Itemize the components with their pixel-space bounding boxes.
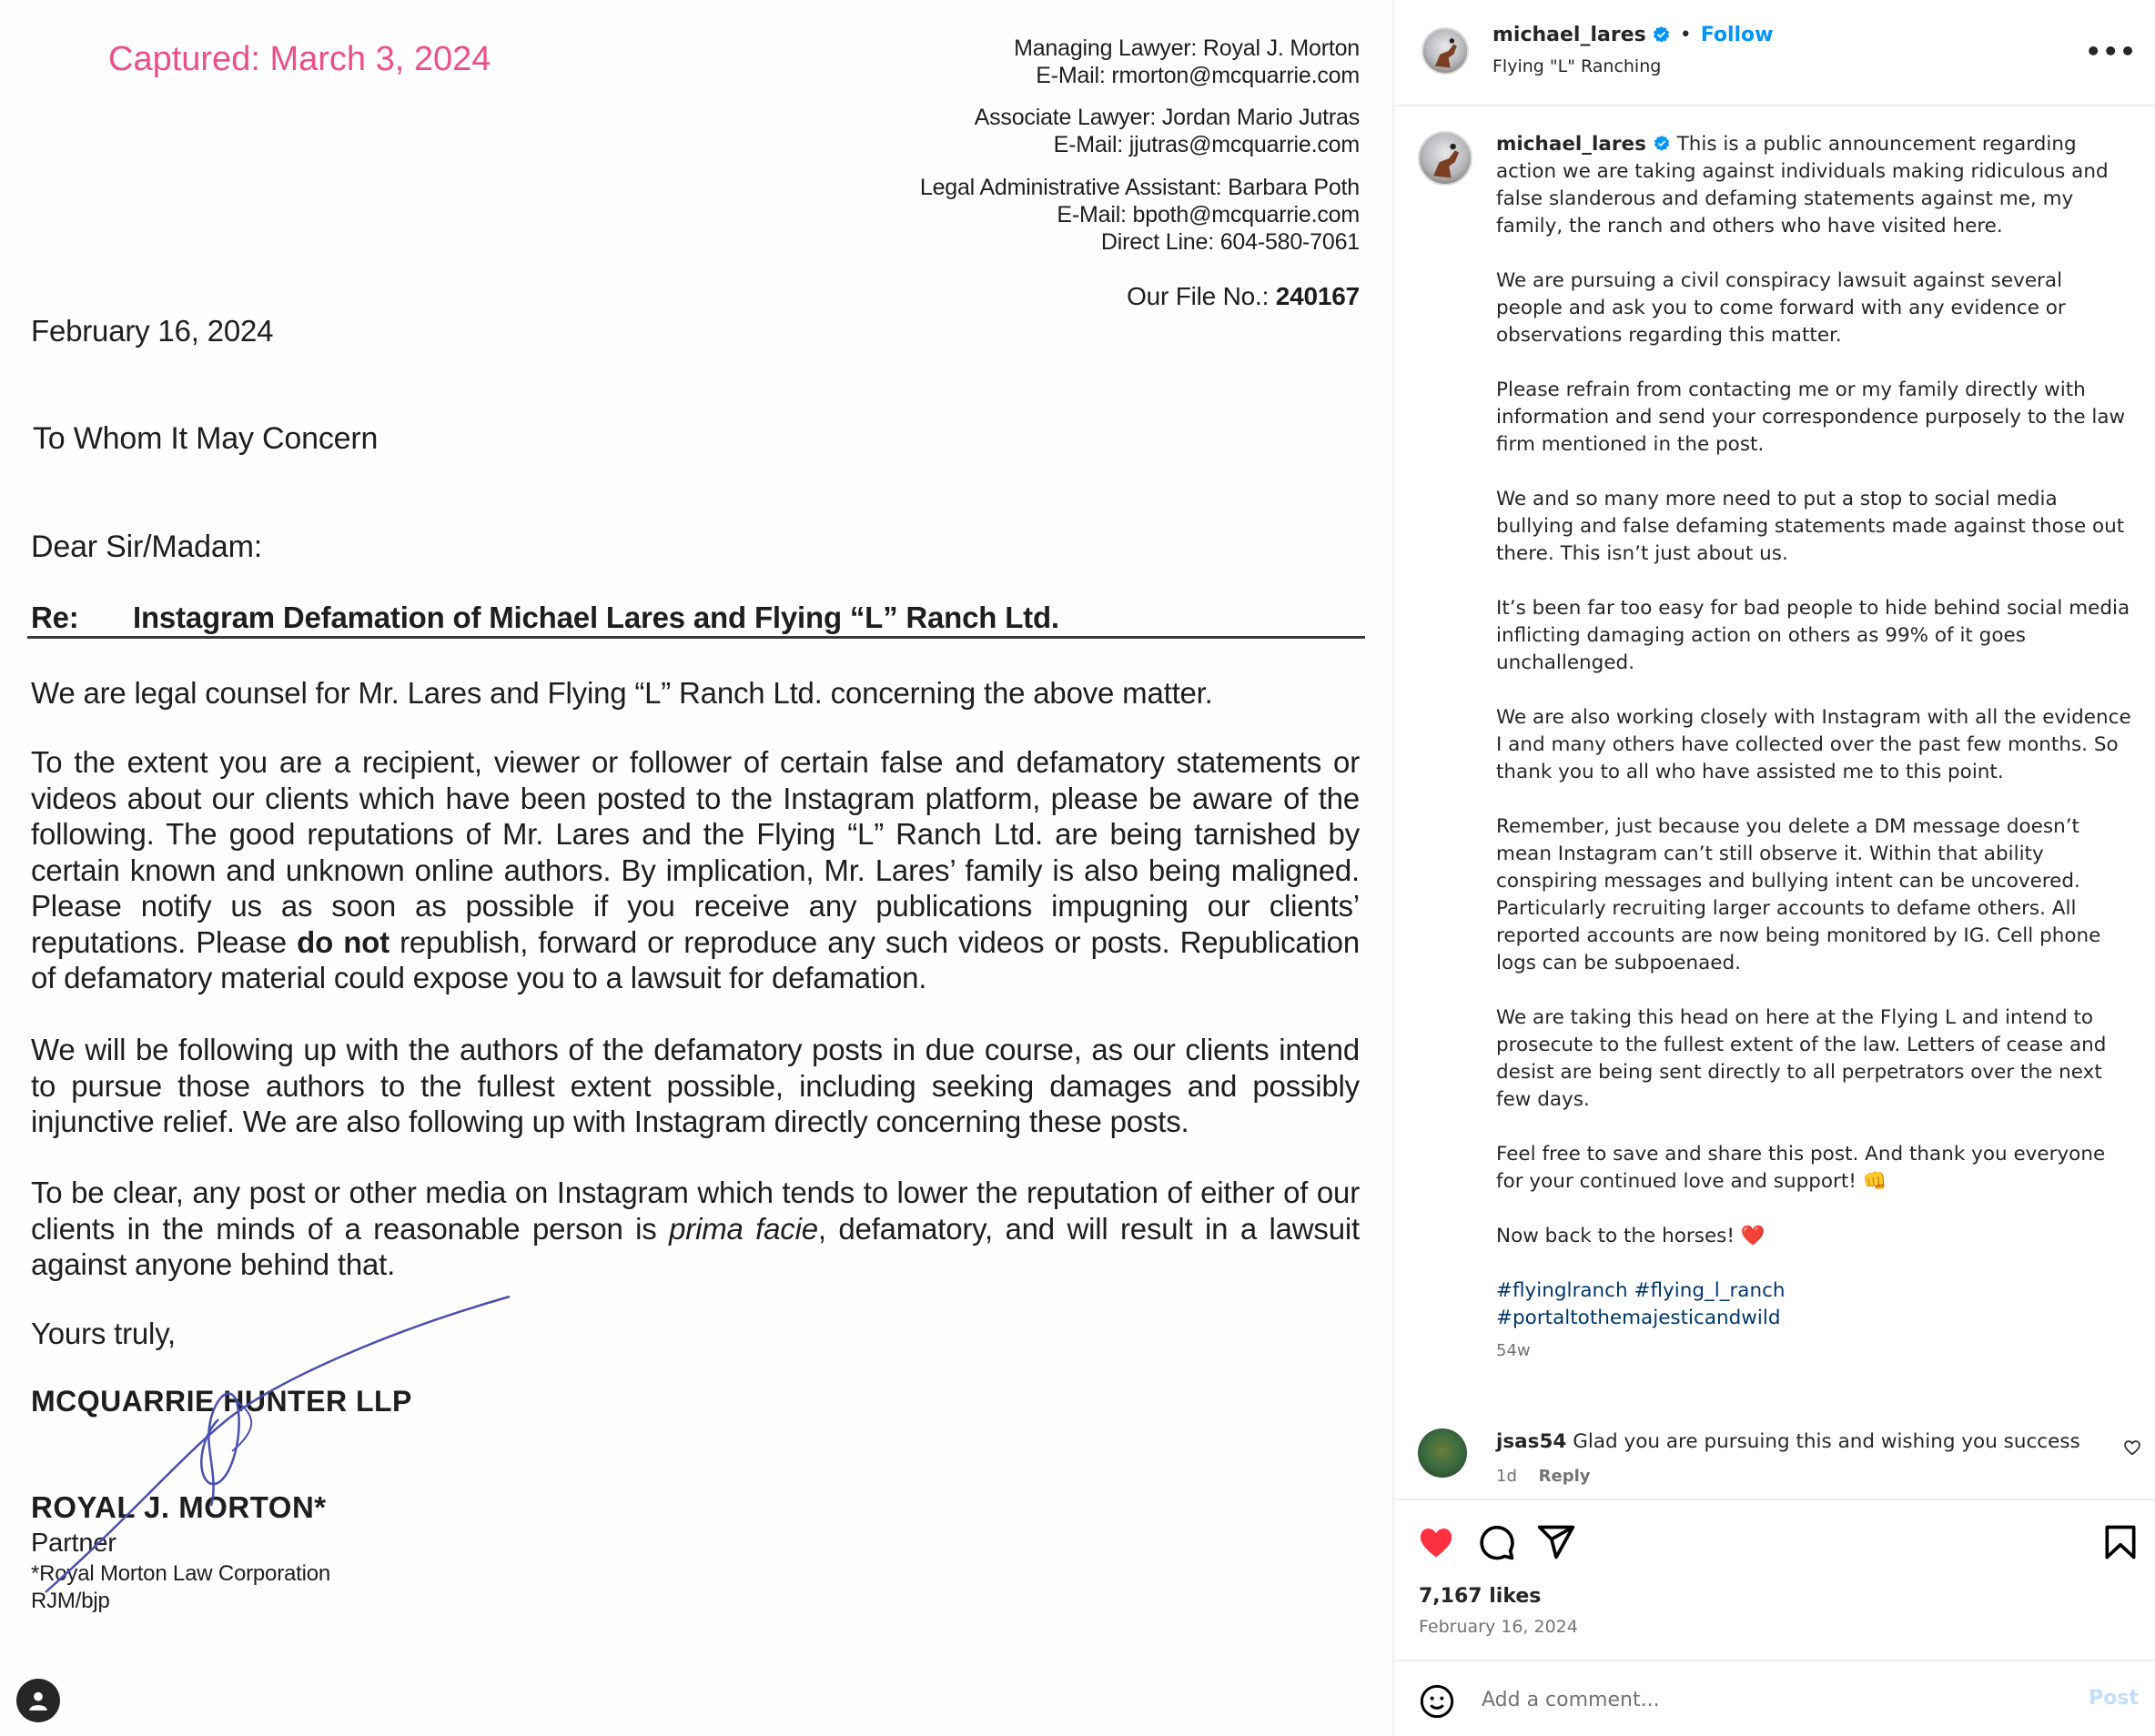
- contact-line: Associate Lawyer: Jordan Mario Jutras: [974, 105, 1360, 130]
- caption-text: [1496, 131, 2133, 1365]
- share-send-icon[interactable]: [1536, 1522, 1576, 1562]
- letter-date: February 16, 2024: [31, 314, 274, 348]
- commenter-avatar[interactable]: [1418, 1428, 1467, 1478]
- person-icon: [26, 1689, 50, 1712]
- author-line: [1492, 24, 1774, 46]
- comment-like-heart-icon[interactable]: [2122, 1438, 2142, 1458]
- post-header: [1394, 0, 2155, 106]
- post-caption: [1394, 106, 2155, 1499]
- signer-corporation: *Royal Morton Law Corporation: [31, 1561, 331, 1586]
- law-firm-name: MCQUARRIE HUNTER LLP: [31, 1385, 412, 1418]
- separator-dot: •: [1679, 24, 1692, 46]
- signer-title: Partner: [31, 1529, 116, 1558]
- comment-icon[interactable]: [1476, 1522, 1516, 1562]
- letter-paragraph: We will be following up with the authors of the defamatory posts in due course, as our clients intend to pursue those authors to the fullest extent possible, including seeking damages and possibly injunctive relief. We are also following up with Instagram directly concerning these posts.: [31, 1033, 1360, 1138]
- capture-date-label: Captured: March 3, 2024: [108, 40, 491, 78]
- caption-paragraph: Please refrain from contacting me or my family directly with information and send your correspondence purposely to the law firm mentioned in the post.: [1496, 378, 2126, 456]
- letter-paragraph: To the extent you are a recipient, viewer or follower of certain false and defamatory statements or videos about our clients which have been posted to the Instagram platform, please be aware of the following. The good reputations of Mr. Lares and the Flying “L” Ranch Ltd. are being tarnished by certain known and unknown online authors. By implication, Mr. Lares’ family is also being maligned. Please notify us as soon as possible if you receive any publications impugning our clients’ reputations. Please do not republish, forward or reproduce any such videos or posts. Republication of defamatory material could expose you to a lawsuit for defamation.: [31, 745, 1360, 994]
- file-number-label: Our File No.:: [1127, 282, 1270, 310]
- profile-button[interactable]: [16, 1679, 60, 1722]
- subject-label: Re:: [31, 601, 79, 634]
- horse-rider-icon: [1420, 133, 1471, 184]
- verified-badge-icon: [1652, 25, 1671, 45]
- caption-paragraph: Remember, just because you delete a DM message doesn’t mean Instagram can’t still observe it. Within that ability conspiring messages and bullying intent can be uncovered. Particularly recruiting larger accounts to defame others. All reported accounts are now being monitored by IG. Cell phone logs can be subpoenaed.: [1496, 815, 2101, 974]
- signer-name: ROYAL J. MORTON*: [31, 1490, 327, 1524]
- hashtag-link[interactable]: #portaltothemajesticandwild: [1496, 1307, 1781, 1329]
- hashtags: [1496, 1277, 2133, 1332]
- contact-email: E-Mail: jjutras@mcquarrie.com: [1053, 132, 1360, 157]
- follow-button[interactable]: Follow: [1700, 24, 1774, 46]
- letter-paragraph: We are legal counsel for Mr. Lares and Flying “L” Ranch Ltd. concerning the above matter.: [31, 676, 1213, 710]
- letter-subject: [31, 601, 1059, 635]
- caption-paragraph: Now back to the horses! ❤️: [1496, 1225, 1765, 1247]
- letter-salutation: Dear Sir/Madam:: [31, 530, 262, 564]
- caption-username[interactable]: michael_lares: [1496, 133, 1646, 156]
- post-comment-button[interactable]: Post: [2089, 1687, 2139, 1710]
- comment-body: Glad you are pursuing this and wishing you success: [1573, 1430, 2080, 1453]
- caption-paragraph: Feel free to save and share this post. And thank you everyone for your continued love and support! 👊: [1496, 1143, 2106, 1193]
- commenter-username[interactable]: jsas54: [1496, 1430, 1567, 1453]
- comment-item: [1394, 1419, 2155, 1496]
- caption-avatar[interactable]: [1418, 131, 1472, 186]
- comment-age: 1d: [1496, 1467, 1517, 1486]
- letter-reference: RJM/bjp: [31, 1589, 110, 1613]
- caption-paragraph: We and so many more need to put a stop to social media bullying and false defaming statements made against those out there. This isn’t just about us.: [1496, 488, 2125, 565]
- like-count[interactable]: 7,167 likes: [1419, 1585, 1542, 1608]
- horse-rider-icon: [1423, 29, 1467, 73]
- contact-assistant: [920, 174, 1360, 256]
- comment-input[interactable]: [1482, 1680, 2028, 1720]
- hashtag-link[interactable]: #flying_l_ranch: [1634, 1279, 1786, 1302]
- comment-meta: [1496, 1467, 1590, 1486]
- caption-paragraph: This is a public announcement regarding action we are taking against individuals making ridiculous and false slanderous and defaming statements against me, my family, the ranch and others who have visited here.: [1496, 133, 2109, 237]
- contact-managing-lawyer: [1014, 35, 1360, 89]
- file-number-value: 240167: [1275, 282, 1360, 310]
- author-avatar[interactable]: [1421, 27, 1469, 75]
- caption-paragraph: We are pursuing a civil conspiracy lawsuit against several people and ask you to come forward with any evidence or observations regarding this matter.: [1496, 269, 2066, 347]
- like-heart-icon[interactable]: [1416, 1522, 1456, 1562]
- author-username[interactable]: michael_lares: [1492, 24, 1646, 46]
- contact-line: Legal Administrative Assistant: Barbara Poth: [919, 175, 1360, 200]
- save-bookmark-icon[interactable]: [2100, 1522, 2140, 1562]
- post-actions: [1394, 1499, 2155, 1662]
- caption-paragraph: We are also working closely with Instagram with all the evidence I and many others have collected over the past few months. So thank you to all who have assisted me to this point.: [1496, 706, 2131, 783]
- contact-email: E-Mail: rmorton@mcquarrie.com: [1036, 63, 1360, 88]
- letter-recipient: To Whom It May Concern: [33, 421, 379, 456]
- subject-divider: [27, 636, 1365, 639]
- contact-phone: Direct Line: 604-580-7061: [1100, 229, 1360, 255]
- instagram-post-panel: [1392, 0, 2155, 1736]
- verified-badge-icon: [1653, 135, 1671, 153]
- caption-paragraph: It’s been far too easy for bad people to hide behind social media inflicting damaging action on others as 99% of it goes unchallenged.: [1496, 597, 2130, 674]
- reply-button[interactable]: Reply: [1538, 1467, 1591, 1486]
- contact-associate-lawyer: [975, 104, 1360, 158]
- hashtag-link[interactable]: #flyinglranch: [1496, 1279, 1628, 1302]
- subject-text: Instagram Defamation of Michael Lares and Flying “L” Ranch Ltd.: [133, 601, 1059, 634]
- file-number: [1127, 282, 1360, 311]
- emoji-smiley-icon[interactable]: [1419, 1683, 1455, 1720]
- caption-age: 54w: [1496, 1341, 1531, 1360]
- contact-line: Managing Lawyer: Royal J. Morton: [1014, 35, 1360, 61]
- letter-paragraph: To be clear, any post or other media on Instagram which tends to lower the reputation of either of our clients in the minds of a reasonable person is prima facie, defamatory, and will result in a lawsuit against anyone behind that.: [31, 1176, 1360, 1281]
- comment-text: [1496, 1430, 2080, 1453]
- caption-paragraph: We are taking this head on here at the Flying L and intend to prosecute to the fullest extent of the law. Letters of cease and desist are being sent directly to all perpetrators over the next few days.: [1496, 1006, 2107, 1111]
- author-subtitle: Flying "L" Ranching: [1492, 56, 1662, 76]
- more-options-icon[interactable]: •••: [2085, 36, 2137, 66]
- post-date: February 16, 2024: [1419, 1617, 1578, 1637]
- contact-email: E-Mail: bpoth@mcquarrie.com: [1057, 202, 1360, 227]
- add-comment-bar: [1394, 1660, 2155, 1736]
- letter-closing: Yours truly,: [31, 1317, 177, 1350]
